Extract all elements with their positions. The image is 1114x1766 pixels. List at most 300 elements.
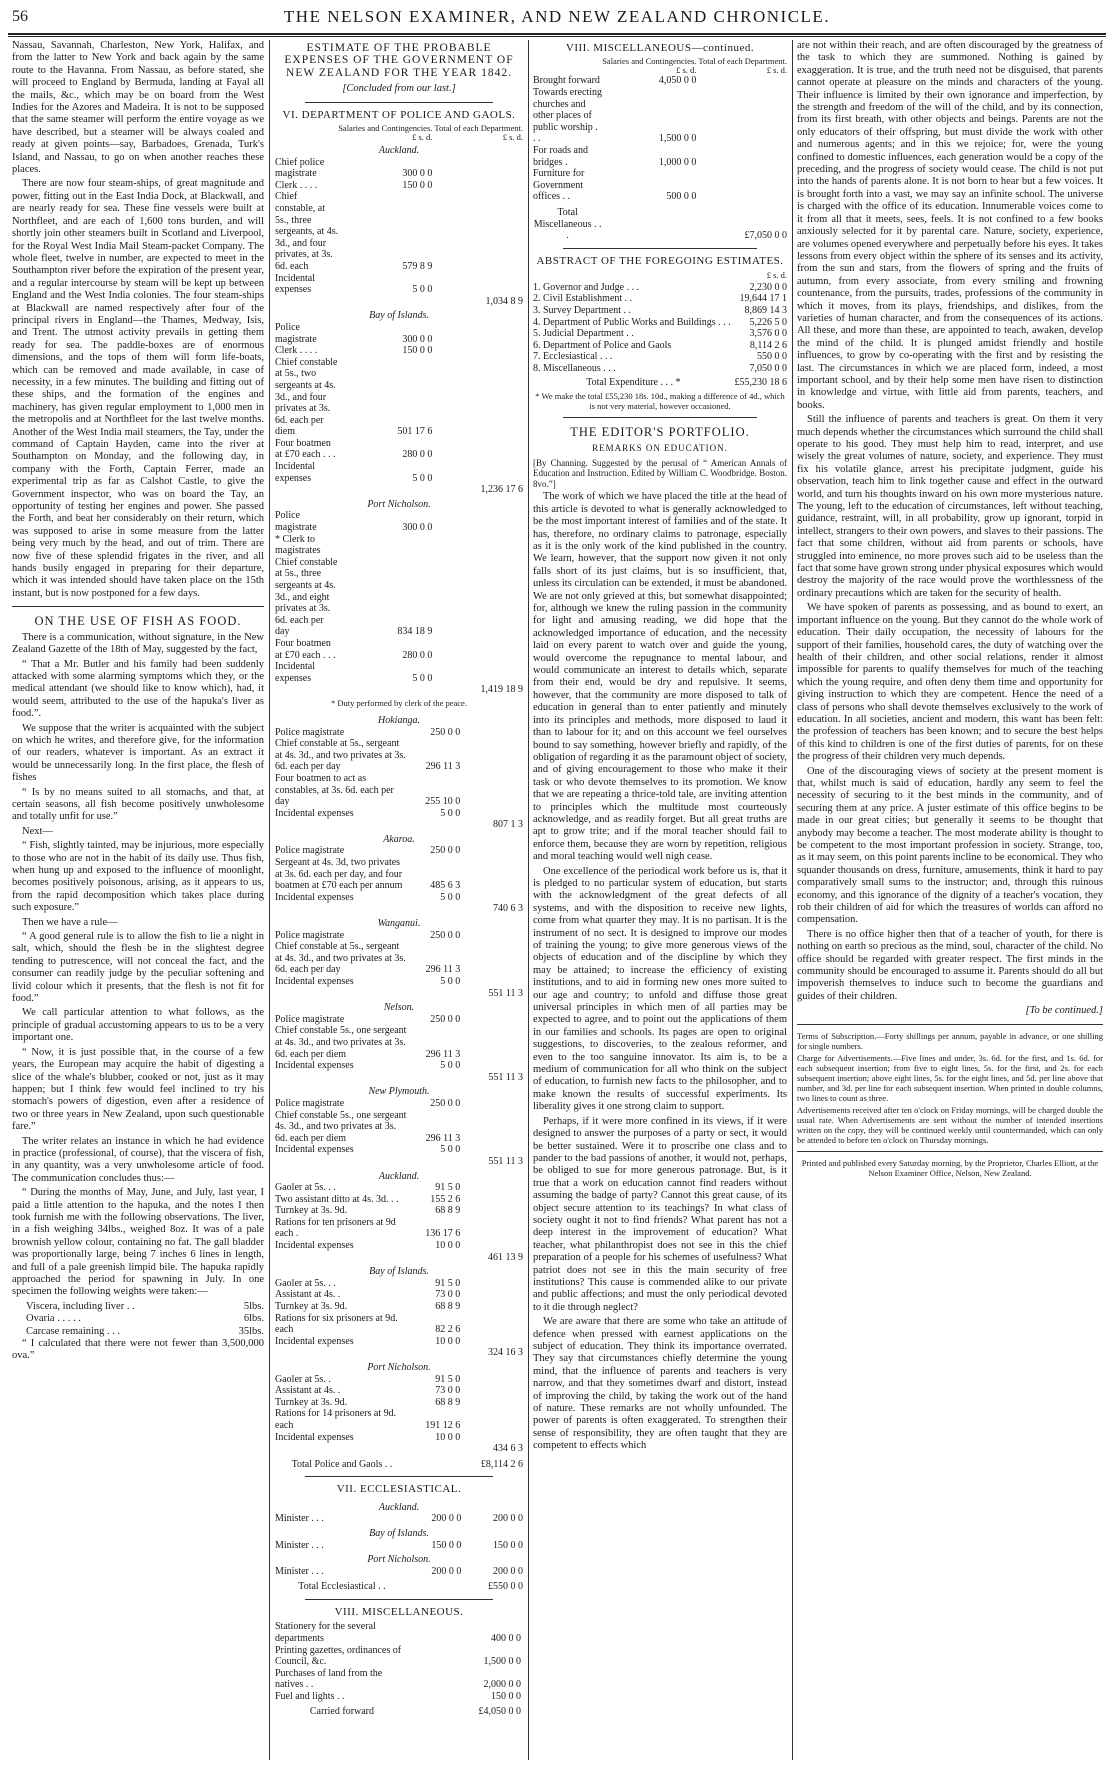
row-total [462, 1014, 523, 1026]
place-heading-row [275, 496, 523, 511]
row-label: Incidental expenses [275, 1144, 354, 1156]
misc-continued-heading: VIII. MISCELLANEOUS—continued. [565, 42, 755, 54]
row-total [434, 661, 523, 684]
row-amount: 250 0 0 [430, 845, 461, 857]
row-amount: 1,000 0 0 [658, 156, 697, 168]
row-amount: 5 0 0 [440, 1144, 461, 1156]
col-head-total: Total of each Department. [698, 56, 787, 67]
row-total [462, 738, 523, 773]
row-label [275, 1072, 409, 1084]
row-total [434, 438, 523, 461]
place-heading-row [275, 712, 523, 727]
total-label: Total Miscellaneous . . . [533, 206, 602, 242]
row-total [462, 1408, 523, 1431]
row-label: Police magistrate [275, 321, 317, 345]
table-row [275, 988, 523, 1000]
row-label: Gaoler at 5s. . . [275, 1277, 336, 1289]
row-label [275, 296, 338, 308]
ecclesiastical-heading: VII. ECCLESIASTICAL. [336, 1483, 462, 1496]
table-row [275, 461, 523, 484]
row-amount: 200 0 0 [431, 1513, 462, 1525]
row-amount: 136 17 6 [425, 1228, 461, 1240]
place-heading: Wanganui. [377, 918, 421, 930]
row-amount: 280 0 0 [402, 649, 433, 661]
row-amount: 296 11 3 [425, 761, 461, 773]
to-be-continued: [To be continued.] [1025, 1005, 1103, 1017]
row-amount: 579 8 9 [402, 260, 433, 272]
quote: “ Now, it is just possible that, in the course of a few years, the European may acquire the habit of digesting a slice of the whale's blubber, cooked or not, just as it may happen; but I think few would feel inclined to try his stomach's powers of digestion, even after a residence of two or three years in New Zealand, upon such questionable fare.” [12, 1046, 264, 1133]
table-row [275, 1014, 523, 1026]
row-amount: 250 0 0 [430, 726, 461, 738]
table-row [275, 1098, 523, 1110]
row-total [462, 1025, 523, 1060]
carried-label: Carried forward [309, 1706, 375, 1718]
table-row [275, 345, 523, 357]
quote: “ During the months of May, June, and July, last year, I paid a little attention to the hapuka, and the notes I then took furnish me with the following observations. The liver, in a fish weighing 34lbs., weighed 8oz. It was of a pale brownish yellow colour, containing no fat. The gall bladder was proportionally large, being 7 inches 6 lines in length, and full of a pale greenish limpid bile. The hapuka rapidly approached the period for spawning in July. In one specimen the following weights were taken:— [12, 1187, 264, 1298]
table-row [275, 1217, 523, 1240]
row-total [462, 1098, 523, 1110]
section-rule [12, 606, 264, 607]
row-amount: 255 10 0 [425, 796, 461, 808]
row-total: 324 16 3 [488, 1347, 523, 1359]
place-heading: Port Nicholson. [367, 1554, 431, 1566]
row-label: Clerk . . . . [275, 345, 318, 357]
abstract-heading: ABSTRACT OF THE FOREGOING ESTIMATES. [536, 254, 784, 267]
table-row [275, 534, 523, 557]
place-heading: Bay of Islands. [369, 310, 429, 322]
row-label: Fuel and lights . . [275, 1690, 345, 1702]
row-total [434, 638, 523, 661]
advertisement-charges: Charge for Advertisements.—Five lines and under, 3s. 6d. for the first, and 1s. 6d. for each subsequent insertion; from five to eight lines, 5s. for the first, and 2s. for each subsequent insertion; above eight lines, 5s. for the eight lines, and 5d. per line above that number, and 3d. per line for each subsequent insertion. When printed in double columns, two lines to count as three. [797, 1052, 1103, 1103]
row-amount: 73 0 0 [435, 1385, 461, 1397]
table-row [275, 1385, 523, 1397]
concluded-note: [Concluded from our last.] [342, 83, 456, 95]
abstract-label: 6. Department of Police and Gaols [533, 339, 672, 351]
page-number: 56 [12, 8, 28, 25]
place-heading: New Plymouth. [368, 1086, 430, 1098]
row-amount: 10 0 0 [435, 1431, 461, 1443]
list-item-name: Viscera, including liver . . [26, 1300, 135, 1312]
col-head-salaries: Salaries and Contingencies. [338, 123, 433, 134]
advertisement-note: Advertisements received after ten o'clock on Friday mornings, will be charged double the usual rate. When Advertisements are sent without the number of intended insertions written on the copy, they will be continued weekly until countermanded, which can only be attended to before ten o'clock on Thursday mornings. [797, 1104, 1103, 1145]
place-heading-row [275, 1359, 523, 1374]
section-rule [797, 1024, 1103, 1025]
row-amount [409, 1252, 462, 1264]
row-label: Four boatmen at £70 each . . . [275, 437, 336, 461]
row-label: Chief constable at 5s., two sergeants at 4s. 3d., and four privates at 3s. 6d. each per diem [275, 356, 338, 438]
table-row [275, 1313, 523, 1336]
duty-note: * Duty performed by clerk of the peace. [331, 697, 467, 708]
row-label: Minister . . . [275, 1565, 324, 1577]
row-label: Incidental expenses [275, 807, 354, 819]
row-label [275, 1156, 409, 1168]
row-label: Brought forward [533, 75, 600, 87]
row-total [462, 1374, 523, 1386]
table-row [275, 484, 523, 496]
miscellaneous-heading: VIII. MISCELLANEOUS. [334, 1605, 464, 1618]
table-row [275, 738, 523, 773]
imprint: Printed and published every Saturday morning, by the Proprietor, Charles Elliott, at the Nelson Examiner Office, Nelson, New Zealand. [801, 1157, 1099, 1178]
abstract-row [533, 363, 787, 375]
row-amount: 250 0 0 [430, 1097, 461, 1109]
row-amount: 250 0 0 [430, 1013, 461, 1025]
table-row [533, 87, 787, 145]
row-label: Police magistrate [275, 726, 345, 738]
list-item-name: Ovaria . . . . . [26, 1313, 81, 1325]
paragraph: We have spoken of parents as possessing, and as bound to exert, an important influence on the young. But they cannot do the whole work of education. Their daily occupation, the necessity of labours for the support of their families, household cares, the duty of watching over the health of their children, and other social relations, render it almost impossible for parents to qualify themselves for much of the teaching which the young require, and often deny them time and opportunity for giving instruction to which they are competent. Hence the need of a class of persons who shall devote themselves exclusively to the work of education. In all societies, ancient and modern, this want has been felt: the profession of teachers has been known; and to secure the best helps of this kind to children is one of the first duties of parents, for on these the progress of their children very much depends. [797, 602, 1103, 763]
row-amount: 2,000 0 0 [483, 1679, 521, 1691]
row-total: 740 6 3 [493, 903, 523, 915]
quote: “ Fish, slightly tainted, may be injurious, more especially to those who are not in the habit of its daily use. Thus fish, when hung up and exposed to the influence of moonlight, becomes positively poisonous, arising, as it appears to us, from the rapid decomposition which takes place during such exposure.” [12, 840, 264, 914]
row-amount: 300 0 0 [402, 522, 433, 534]
row-label: Gaoler at 5s. . . [275, 1182, 336, 1194]
row-amount: 5 0 0 [440, 976, 461, 987]
row-total: 200 0 0 [493, 1513, 523, 1525]
remarks-subheading: REMARKS ON EDUCATION. [592, 443, 728, 454]
table-row [275, 510, 523, 533]
table-row [275, 1278, 523, 1290]
row-label: Clerk . . . . [275, 179, 318, 191]
row-amount [409, 1156, 462, 1168]
abstract-amount: 8,869 14 3 [744, 304, 787, 316]
row-label: Four boatmen to act as constables, at 3s. 6d. each per day [275, 772, 394, 808]
list-item-value: 6lbs. [243, 1313, 264, 1325]
place-heading: Port Nicholson. [367, 1362, 431, 1373]
table-row [275, 684, 523, 696]
row-total [462, 1194, 523, 1206]
article-heading-fish: ON THE USE OF FISH AS FOOD. [34, 614, 242, 629]
abstract-amount: 3,576 0 0 [749, 328, 787, 340]
abstract-label: 5. Judicial Department . . [533, 328, 634, 340]
table-row [275, 1621, 523, 1644]
total-value: £55,230 18 6 [734, 377, 787, 389]
col-head-total: Total of each Department. [434, 123, 523, 134]
row-total: 551 11 3 [488, 987, 523, 999]
table-row [275, 1513, 523, 1525]
row-total [462, 1217, 523, 1240]
abstract-amount: 19,644 17 1 [739, 293, 787, 305]
row-amount [338, 296, 434, 308]
place-heading-row [275, 142, 523, 157]
table-row [275, 1110, 523, 1145]
row-amount: 68 8 9 [435, 1205, 461, 1217]
column-2 [275, 40, 523, 1760]
row-total [462, 845, 523, 857]
row-label: Chief constable at 5s., sergeant at 4s. 3d., and two privates at 3s. 6d. each per day [275, 941, 406, 976]
row-amount: 10 0 0 [435, 1240, 461, 1252]
row-label: Incidental expenses [275, 461, 315, 484]
table-row [275, 773, 523, 808]
masthead-rule-thin [8, 36, 1106, 37]
row-amount: 150 0 0 [402, 179, 433, 191]
abstract-table [533, 270, 787, 389]
row-amount: 82 2 6 [435, 1324, 461, 1336]
row-total [434, 534, 523, 557]
place-heading: Bay of Islands. [369, 1266, 429, 1278]
quote: “ A good general rule is to allow the fish to lie a night in salt, which, should the flesh be in the slightest degree tending to putrescence, will not conceal the fact, and the consumer can readily judge by the peculiar softening and livid colour which it presents, that the flesh is not fit for food.” [12, 931, 264, 1005]
place-heading: Auckland. [378, 1170, 420, 1182]
police-table-cont [275, 712, 523, 1470]
total-value: £8,114 2 6 [480, 1458, 523, 1470]
row-total [462, 1397, 523, 1409]
place-heading-row [275, 1083, 523, 1098]
place-heading-row [275, 999, 523, 1014]
abstract-note: * We make the total £55,230 18s. 10d., making a difference of 4d., which is not very material, however occasioned. [535, 391, 785, 412]
abstract-label: 3. Survey Department . . [533, 304, 632, 316]
newspaper-title: THE NELSON EXAMINER, AND NEW ZEALAND CHRONICLE. [283, 7, 831, 26]
table-row [275, 180, 523, 192]
row-amount: 500 0 0 [666, 191, 697, 203]
row-label: Incidental expenses [275, 891, 354, 903]
row-label: Police magistrate [275, 1097, 345, 1109]
row-total: 807 1 3 [493, 819, 523, 831]
row-label: Four boatmen at £70 each . . . [275, 637, 336, 661]
row-amount: 91 5 0 [435, 1277, 461, 1289]
row-amount: 91 5 0 [435, 1182, 461, 1194]
row-amount: 485 6 3 [430, 880, 461, 892]
row-total [698, 75, 787, 87]
paragraph: One of the discouraging views of society at the present moment is that, whilst much is said of education, hardly any seem to feel the necessity of securing to it the best minds in the community, and of securing them at any price. A juster estimate of this office begins to be made in our great cities; but generally it seems to be thought that anybody may become a teacher. The most moderate ability is thought to be competent to the most important profession in society. Strange, too, as it may seem, on this point parents incline to be economical. They who squander thousands on dress, furniture, amusements, think it hard to pay comparatively small sums to the instructor; and, through this ruinous economy, and this ignorance of the dignity of a teacher's vocation, they rob their children of aid for which the treasures of worlds can afford no compensation. [797, 765, 1103, 926]
table-row [275, 322, 523, 345]
misc-continued-table [533, 57, 787, 241]
place-heading-row [275, 1525, 523, 1540]
abstract-row [533, 293, 787, 305]
row-label: Rations for ten prisoners at 9d each . [275, 1216, 396, 1240]
place-heading-row [275, 1551, 523, 1566]
row-amount: 296 11 3 [425, 964, 461, 976]
row-label [275, 1347, 409, 1359]
row-amount: 5 0 0 [440, 1060, 461, 1072]
table-row [275, 976, 523, 988]
row-total [434, 510, 523, 533]
paragraph: Perhaps, if it were more confined in its views, if it were designed to answer the purposes of a party or sect, it would be better sustained. Were it to proscribe one class and to pander to the bad passions of another, it would not, perhaps, be obliged to sue for more generous patronage. But, is it true that a work on education cannot find readers without assuming the badge of party? Cannot this great cause, of its object secure attention to its teachings? In what class of society ought it not to find friends? What parent has not a deep interest in the improvement of education? What teacher, what philanthropist does not see in this the chief preparation of a people for his schemes of usefulness? What patriot does not see in this the main security of free institutions? This cause is commended alike to our private and public affections; and must the only periodical devoted to it die through neglect? [533, 1115, 787, 1313]
place-heading: Auckland. [378, 145, 420, 157]
table-row [275, 1240, 523, 1252]
column-3 [533, 40, 787, 1760]
row-total: 1,419 18 9 [480, 684, 523, 696]
abstract-amount: 7,050 0 0 [749, 362, 787, 374]
miscellaneous-table [275, 1621, 523, 1718]
row-total [462, 1289, 523, 1301]
row-label: Assistant at 4s. . [275, 1385, 341, 1397]
paragraph: There is a communication, without signature, in the New Zealand Gazette of the 18th of May, suggested by the fact, [12, 631, 264, 656]
row-amount: 834 18 9 [397, 626, 433, 638]
table-row [275, 1408, 523, 1431]
row-total [462, 1278, 523, 1290]
list-item [12, 1301, 264, 1313]
row-label: Turnkey at 3s. 9d. [275, 1301, 348, 1313]
abstract-label: 2. Civil Establishment . . [533, 293, 633, 305]
row-amount: 300 0 0 [402, 168, 433, 180]
row-amount [409, 903, 462, 915]
paragraph: Still the influence of parents and teachers is great. On them it very much depends whether the circumstances which surround the child shall operate to his good. They must help him to read, interpret, and use wisely the great volumes of nature, society, and experience. They must fix his volatile glance, arrest his precipitate judgment, guide his observation, teach him to link together cause and effect in the outward world, and turn his thoughts inward on his own more mysterious nature. The young, left to the education of circumstances, left without teaching, guidance, restraint, will, in all probability, grow up ignorant, torpid in intellect, strangers to their own powers, and slaves to their passions. The fact that some children, without aid from parents or schools, have struggled into eminence, no more proves such aid to be useless than the fact that some have grown strong under physical exposures which would destroy the majority of the race would prove the worthlessness of the ordinary precautions which are taken for the security of health. [797, 414, 1103, 599]
column-4 [797, 40, 1103, 1760]
row-label: Two assistant ditto at 4s. 3d. . . [275, 1193, 399, 1205]
weights-list [12, 1301, 264, 1338]
row-label [275, 1443, 409, 1455]
row-label: For roads and bridges . [533, 144, 588, 168]
table-row [275, 930, 523, 942]
col-head-salaries: Salaries and Contingencies. [602, 56, 697, 67]
abstract-row [533, 328, 787, 340]
row-total [462, 1240, 523, 1252]
place-heading-row [275, 1499, 523, 1514]
row-label: Rations for six prisoners at 9d. each [275, 1312, 398, 1336]
paragraph: There is no office higher then that of a teacher of youth, for there is nothing on earth so precious as the mind, soul, character of the child. No office should be regarded with greater respect. The first minds in the community should be encouraged to assume it. Parents should do all but impoverish themselves to induce such to become the guardians and guides of their children. [797, 928, 1103, 1002]
list-item [12, 1326, 264, 1338]
table-row [275, 1072, 523, 1084]
place-heading: Auckland. [378, 1501, 420, 1513]
list-item-name: Carcase remaining . . . [26, 1325, 121, 1337]
row-total: 551 11 3 [488, 1071, 523, 1083]
row-label: Police magistrate [275, 510, 317, 534]
row-label [275, 484, 338, 496]
table-row [533, 168, 787, 203]
row-amount: 150 0 0 [431, 1539, 462, 1551]
row-total [462, 727, 523, 739]
place-heading: Nelson. [383, 1002, 415, 1014]
row-label: Assistant at 4s. . [275, 1289, 341, 1301]
table-row [275, 1205, 523, 1217]
row-amount: 191 12 6 [425, 1419, 461, 1431]
column-divider [528, 40, 529, 1760]
row-total [462, 808, 523, 820]
row-label: Stationery for the several departments [275, 1621, 376, 1644]
row-amount: 501 17 6 [397, 426, 433, 438]
table-row [275, 1144, 523, 1156]
row-amount [409, 988, 462, 1000]
abstract-amount: 2,230 0 0 [749, 281, 787, 293]
row-total [462, 1313, 523, 1336]
list-item-value: 35lbs. [238, 1325, 264, 1337]
row-total: 150 0 0 [493, 1539, 523, 1551]
row-total [462, 930, 523, 942]
paragraph: Then we have a rule— [22, 916, 118, 928]
row-amount: 91 5 0 [435, 1373, 461, 1385]
table-row [275, 1645, 523, 1668]
paragraph: The work of which we have placed the title at the head of this article is devoted to what is generally acknowledged to be the most important interest of families and of the state. It has, therefore, no ordinary claims to patronage, especially as it is the only work of the kind published in the country. We learn, however, that the support now given it not only falls short of its just claims, but is so insufficient, that, unless its circulation can be extended, it must be abandoned. We are not only grieved at this, but somewhat disappointed; for, although we knew the ruling passion in the community for light and amusing reading, we did hope that the acknowledged importance of education, and the necessity laid on every parent to watch over and guide the young, would overcome the repugnance to mental labour, and would communicate an interest to details which, separate from their end, would be dry and repulsive. It seems, however, that the community are more disposed to talk of education in general than to enter patiently and minutely into its principles and methods, more disposed to laud it than to labour for it; and on this account we feel ourselves bound to say something, however briefly and rapidly, of the obligation of regarding it as the paramount object of society, and of giving encouragement to those who make it their task or who devote themselves to its promotion. We know that we are repeating a thrice-told tale, are inviting attention to principles which the multitude most courteously acknowledge, and as readily forget. But all great truths are apt to grow trite; and if the moral teacher should fail to enforce them, because they are worn by repetition, religious and moral teaching would well nigh cease. [533, 491, 787, 863]
table-row [275, 892, 523, 904]
row-amount [409, 1072, 462, 1084]
table-row [275, 1566, 523, 1578]
row-amount: 300 0 0 [402, 333, 433, 345]
masthead-rule [8, 33, 1106, 35]
row-amount [338, 684, 434, 696]
row-total [462, 976, 523, 988]
table-row [275, 1347, 523, 1359]
row-amount: 10 0 0 [435, 1335, 461, 1347]
row-label [275, 903, 409, 915]
abstract-label: 7. Ecclesiastical . . . [533, 351, 613, 363]
row-label: Police magistrate [275, 845, 345, 857]
byline: [By Channing. Suggested by the perusal of “ American Annals of Education and Instruction. Edited by William C. Woodbridge. Boston. 8vo.”] [533, 457, 787, 489]
abstract-amount: 550 0 0 [757, 351, 787, 363]
ecclesiastical-table [275, 1499, 523, 1593]
col-head-lsd: £ s. d. [766, 270, 787, 281]
total-label: Total Ecclesiastical . . [298, 1581, 386, 1593]
row-total [462, 1301, 523, 1313]
row-label: Rations for 14 prisoners at 9d. each [275, 1408, 397, 1431]
table-row [275, 1668, 523, 1691]
row-label [275, 988, 409, 1000]
row-label [275, 1252, 409, 1264]
column-1 [12, 40, 264, 1760]
row-amount: 4,050 0 0 [658, 75, 697, 87]
table-row [275, 661, 523, 684]
table-row [275, 1374, 523, 1386]
table-row [275, 1025, 523, 1060]
row-label: Chief constable 5s., one sergeant at 4s. 3d., and two privates at 3s. 6d. each per diem [275, 1025, 407, 1060]
quote: “ I calculated that there were not fewer than 3,500,000 ova.” [12, 1338, 264, 1362]
row-total [462, 773, 523, 808]
column-divider [792, 40, 793, 1760]
row-label: Turnkey at 3s. 9d. [275, 1396, 348, 1408]
row-total: 1,236 17 6 [480, 484, 523, 496]
section-rule [563, 248, 757, 249]
paragraph: are not within their reach, and are often discouraged by the greatness of the task to which they are summoned. Nothing is gained by exaggeration. It is true, and the truth need not be disguised, that parents cannot operate at pleasure on the minds and characters of the young. Their influence is limited by their own ignorance and imperfection, by the strength and freedom of the will of the child, and by its connection, from its first breath, with other objects and beings. Parents are not the only educators of their offspring, but must divide the work with other and numerous agents; and in this we rejoice; for, were the young confined to domestic influences, each generation would be a copy of the preceding, and the progress of society would cease. The child is not put into the hands of parents alone. It is not born to hear but a few voices. It is brought forth into a vast, we may say an infinite school. The universe is charged with the office of its education. Innumerable voices come to it from all that it meets, sees, feels. It is not confined to a few books anxiously selected for it by parental care. Nature, society, experience, are volumes opened everywhere and perpetually before his eyes. It takes lessons from every object within the sphere of its senses and its activity, from the sun and stars, from the flowers of spring and the fruits of autumn, from every associate, from every smiling and frowning countenance, from the pursuits, trades, professions of the community in which it moves, from its plays, friendships, and dislikes, from the varieties of human character, and from the consequences of its actions. All these, and more than these, are appointed to teach, awaken, develop the mind of the child. It is plunged amidst friendly and hostile influences, to grow by co-operating with the first and by resisting the last. The circumstances in which we are placed form, indeed, a most important school, and by their help some men have risen to distinction in knowledge and virtue, with little aid from parents, teachers, and books. [797, 40, 1103, 411]
row-label: Purchases of land from the natives . . [275, 1667, 383, 1691]
row-label: Furniture for Government offices . . [533, 168, 585, 203]
row-total [462, 1060, 523, 1072]
row-label: Turnkey at 3s. 9d. [275, 1205, 348, 1217]
row-total: 1,034 8 9 [485, 295, 523, 307]
table-row [275, 1301, 523, 1313]
table-row [275, 1336, 523, 1348]
table-row [275, 941, 523, 976]
row-label: Chief constable 5s., one sergeant 4s. 3d., and two privates at 3s. 6d. each per diem [275, 1109, 407, 1144]
row-total [462, 1205, 523, 1217]
row-amount: 5 0 0 [412, 472, 433, 484]
table-row [533, 145, 787, 168]
subscription-terms: Terms of Subscription.—Forty shillings per annum, payable in advance, or one shilling for single numbers. [797, 1030, 1103, 1051]
row-label [275, 819, 409, 831]
table-row [533, 75, 787, 87]
row-total [434, 180, 523, 192]
row-label: Incidental expenses [275, 272, 315, 296]
row-total [462, 892, 523, 904]
row-label: Incidental expenses [275, 1060, 354, 1072]
carried-value: £4,050 0 0 [478, 1706, 521, 1718]
row-total [698, 87, 787, 145]
row-total: 461 13 9 [488, 1251, 523, 1263]
table-row [275, 727, 523, 739]
abstract-row [533, 282, 787, 294]
row-amount: 68 8 9 [435, 1396, 461, 1408]
row-label: Incidental expenses [275, 1240, 354, 1252]
row-label: Chief constable at 5s., sergeant at 4s. 3d., and two privates at 3s. 6d. each per day [275, 738, 406, 773]
paragraph: The writer relates an instance in which he had evidence in practice (professional, of course), that the viscera of fish, in any quantity, was a very unwholesome article of food. The communication concludes thus:— [12, 1135, 264, 1184]
table-row [275, 903, 523, 915]
table-row [275, 1156, 523, 1168]
col-head-lsd: £ s. d. [412, 132, 433, 143]
row-amount: 5 0 0 [440, 891, 461, 903]
row-amount: 150 0 0 [491, 1690, 521, 1702]
abstract-label: 1. Governor and Judge . . . [533, 281, 640, 293]
abstract-amount: 5,226 5 0 [749, 316, 787, 328]
row-total [434, 157, 523, 180]
total-label: Total Expenditure . . . * [586, 377, 681, 389]
row-total [434, 322, 523, 345]
row-label: Sergeant at 4s. 3d, two privates at 3s. 6d. each per day, and four boatmen at £70 each per annum [275, 857, 403, 892]
row-total [434, 273, 523, 296]
table-row [275, 808, 523, 820]
place-heading-row [275, 831, 523, 846]
paragraph: We call particular attention to what follows, as the principle of gradual accustoming appears to us to be a very important one. [12, 1007, 264, 1044]
row-label: Chief constable, at 5s., three sergeants, at 4s. 3d., and four privates, at 3s. 6d. each [275, 191, 339, 272]
table-row [275, 1289, 523, 1301]
row-amount [338, 484, 434, 496]
row-total [434, 345, 523, 357]
